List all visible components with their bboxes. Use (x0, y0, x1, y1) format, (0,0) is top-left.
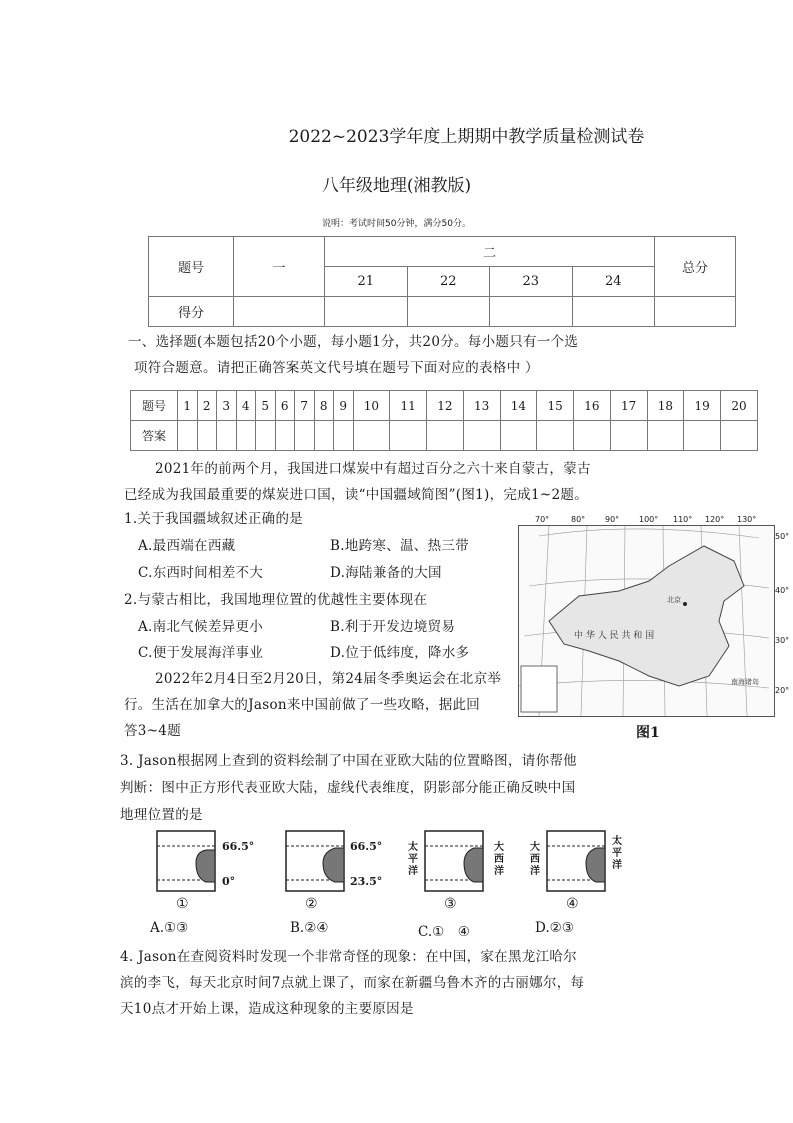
lon-label: 120° (705, 515, 725, 524)
q2-stem: 2.与蒙古相比，我国地理位置的优越性主要体现在 (124, 592, 428, 608)
beijing-label: 北京 (667, 596, 681, 604)
answer-number-11: 11 (390, 391, 427, 421)
score-cell[interactable] (325, 297, 408, 327)
china-map (518, 525, 775, 717)
answer-number-20: 20 (721, 391, 758, 421)
answer-number-7: 7 (295, 391, 315, 421)
answer-number-10: 10 (353, 391, 390, 421)
intro1-line2: 已经成为我国最重要的煤炭进口国，读“中国疆域简图”(图1)，完成1~2题。 (124, 487, 589, 503)
lon-label: 90° (605, 515, 620, 524)
answer-number-5: 5 (256, 391, 276, 421)
answer-cell-20[interactable] (721, 421, 758, 451)
answer-number-16: 16 (574, 391, 611, 421)
map-caption: 图1 (636, 725, 660, 741)
answer-table (130, 390, 758, 451)
answer-cell-3[interactable] (217, 421, 237, 451)
answer-label-num: 题号 (131, 391, 178, 421)
q1-option-c[interactable]: C.东西时间相差不大 (138, 565, 264, 581)
q2-option-a[interactable]: A.南北气候差异更小 (138, 619, 264, 635)
q4-line3: 天10点才开始上课，造成这种现象的主要原因是 (120, 1001, 414, 1017)
answer-number-13: 13 (463, 391, 500, 421)
lon-label: 100° (639, 515, 659, 524)
fig1-top-label: 66.5° (222, 840, 255, 853)
q3-option-c[interactable]: C.① ④ (418, 924, 470, 940)
answer-cell-7[interactable] (295, 421, 315, 451)
q3-line1: 3. Jason根据网上查到的资料绘制了中国在亚欧大陆的位置略图，请你帮他 (120, 753, 577, 769)
fig-num: ④ (566, 896, 579, 912)
lat-label: 20° (775, 686, 790, 695)
lon-label: 130° (737, 515, 757, 524)
score-cell[interactable] (572, 297, 655, 327)
answer-number-19: 19 (684, 391, 721, 421)
answer-cell-12[interactable] (427, 421, 464, 451)
south-sea-inset (521, 666, 557, 712)
answer-cell-13[interactable] (463, 421, 500, 451)
lat-label: 40° (775, 586, 790, 595)
q3-line2: 判断：图中正方形代表亚欧大陆，虚线代表维度，阴影部分能正确反映中国 (120, 780, 576, 796)
fig1-bottom-label: 0° (222, 875, 236, 888)
lat-label: 50° (775, 532, 790, 541)
q1-stem: 1.关于我国疆域叙述正确的是 (124, 511, 304, 527)
answer-number-3: 3 (217, 391, 237, 421)
score-cell[interactable] (655, 297, 736, 327)
q3-option-a[interactable]: A.①③ (150, 920, 189, 936)
fig3-left-label: 太平洋 (408, 842, 418, 877)
score-sub-21: 21 (325, 267, 408, 297)
lon-label: 80° (571, 515, 586, 524)
score-table (148, 236, 736, 327)
china-outline (549, 546, 744, 686)
fig-num: ① (176, 896, 189, 912)
answer-label-ans: 答案 (131, 421, 178, 451)
section1-line2: 项符合题意。请把正确答案英文代号填在题号下面对应的表格中 ） (134, 360, 539, 376)
answer-cell-14[interactable] (500, 421, 537, 451)
score-header-yi: 一 (234, 237, 325, 297)
answer-cell-17[interactable] (610, 421, 647, 451)
q3-option-b[interactable]: B.②④ (290, 920, 329, 936)
q3-figure-1 (156, 830, 216, 892)
answer-cell-9[interactable] (334, 421, 354, 451)
intro2-line1: 2022年2月4日至2月20日，第24届冬季奥运会在北京举 (155, 671, 502, 687)
answer-cell-10[interactable] (353, 421, 390, 451)
q2-option-b[interactable]: B.利于开发边境贸易 (330, 619, 456, 635)
answer-cell-6[interactable] (275, 421, 295, 451)
score-row-label: 得分 (149, 297, 234, 327)
exam-title: 2022~2023学年度上期期中教学质量检测试卷 (288, 127, 645, 147)
answer-number-15: 15 (537, 391, 574, 421)
answer-cell-15[interactable] (537, 421, 574, 451)
fig-num: ③ (444, 896, 457, 912)
q4-line2: 滨的李飞，每天北京时间7点就上课了，而家在新疆乌鲁木齐的古丽娜尔，每 (120, 975, 585, 991)
q3-figure-2 (285, 830, 345, 892)
q1-option-a[interactable]: A.最西端在西藏 (138, 538, 236, 554)
q2-option-c[interactable]: C.便于发展海洋事业 (138, 645, 264, 661)
answer-number-8: 8 (314, 391, 334, 421)
section1-line1: 一、选择题(本题包括20个小题，每小题1分，共20分。每小题只有一个选 (128, 334, 579, 350)
q4-line1: 4. Jason在查阅资料时发现一个非常奇怪的现象：在中国，家在黑龙江哈尔 (120, 949, 577, 965)
score-sub-22: 22 (407, 267, 490, 297)
q1-option-d[interactable]: D.海陆兼备的大国 (330, 565, 442, 581)
intro2-line3: 答3~4题 (124, 723, 181, 739)
q3-figure-3 (424, 830, 484, 892)
fig-num: ② (305, 896, 318, 912)
answer-number-18: 18 (647, 391, 684, 421)
fig4-right-label: 太平洋 (612, 836, 622, 871)
exam-subtitle: 八年级地理(湘教版) (321, 176, 472, 196)
answer-number-6: 6 (275, 391, 295, 421)
score-cell[interactable] (234, 297, 325, 327)
answer-cell-2[interactable] (197, 421, 217, 451)
answer-cell-19[interactable] (684, 421, 721, 451)
intro2-line2: 行。生活在加拿大的Jason来中国前做了一些攻略，据此回 (124, 697, 481, 713)
answer-cell-11[interactable] (390, 421, 427, 451)
intro1-line1: 2021年的前两个月，我国进口煤炭中有超过百分之六十来自蒙古，蒙古 (155, 461, 591, 477)
lon-label: 70° (535, 515, 550, 524)
answer-cell-1[interactable] (178, 421, 198, 451)
answer-number-12: 12 (427, 391, 464, 421)
fig3-right-label: 大西洋 (494, 842, 504, 877)
lon-label: 110° (673, 515, 693, 524)
answer-cell-8[interactable] (314, 421, 334, 451)
q3-figure-4 (546, 830, 606, 892)
score-header-total: 总分 (655, 237, 736, 297)
score-header-tihao: 题号 (149, 237, 234, 297)
islands-label: 南海诸岛 (731, 678, 759, 686)
fig2-top-label: 66.5° (350, 840, 383, 853)
answer-cell-4[interactable] (236, 421, 256, 451)
exam-note: 说明：考试时间50分钟，满分50分。 (322, 219, 471, 229)
answer-number-17: 17 (610, 391, 647, 421)
q2-option-d[interactable]: D.位于低纬度，降水多 (330, 645, 470, 661)
score-sub-24: 24 (572, 267, 655, 297)
fig4-left-label: 大西洋 (530, 842, 540, 877)
score-cell[interactable] (407, 297, 490, 327)
answer-number-4: 4 (236, 391, 256, 421)
china-map-svg (519, 526, 774, 716)
score-header-er: 二 (325, 237, 655, 267)
answer-number-14: 14 (500, 391, 537, 421)
q1-option-b[interactable]: B.地跨寒、温、热三带 (330, 538, 470, 554)
answer-cell-18[interactable] (647, 421, 684, 451)
q3-line3: 地理位置的是 (120, 807, 203, 823)
answer-number-1: 1 (178, 391, 198, 421)
fig2-bottom-label: 23.5° (350, 875, 383, 888)
q3-option-d[interactable]: D.②③ (535, 920, 574, 936)
lat-label: 30° (775, 636, 790, 645)
beijing-marker (683, 602, 687, 606)
answer-number-2: 2 (197, 391, 217, 421)
map-lon-labels (535, 515, 793, 529)
score-sub-23: 23 (490, 267, 573, 297)
answer-number-9: 9 (334, 391, 354, 421)
answer-cell-16[interactable] (574, 421, 611, 451)
score-cell[interactable] (490, 297, 573, 327)
country-label: 中 华 人 民 共 和 国 (574, 631, 655, 641)
answer-cell-5[interactable] (256, 421, 276, 451)
